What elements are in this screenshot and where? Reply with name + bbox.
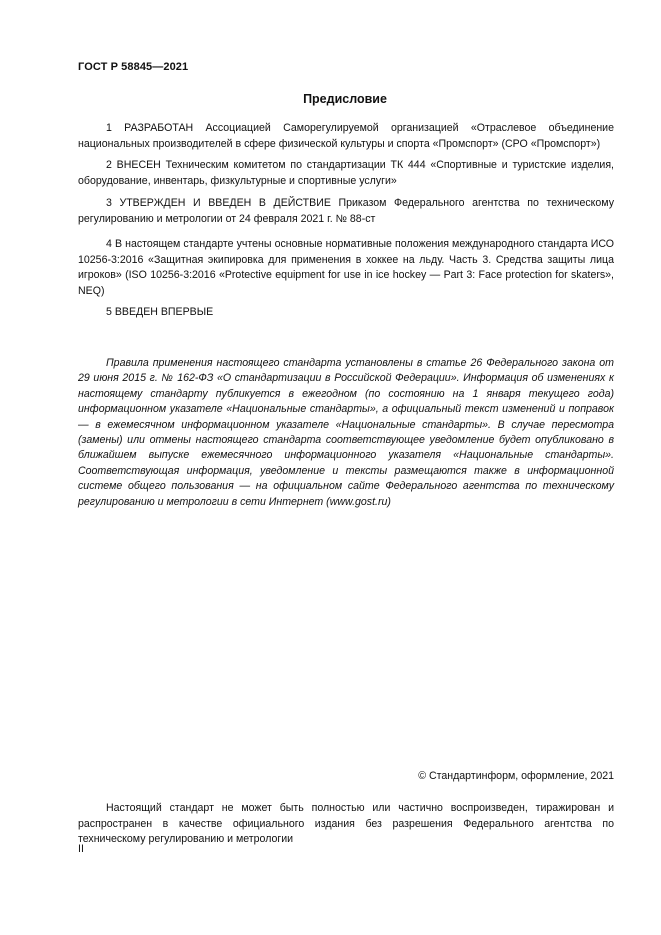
paragraph-developed-by: 1 РАЗРАБОТАН Ассоциацией Саморегулируемой организацией «Отраслевое объединение национальных производителей в сфере физической культуры и спорта «Промспорт» (СРО «Промспорт»): [78, 122, 614, 150]
paragraph-international-standard: 4 В настоящем стандарте учтены основные нормативные положения международного стандарта ИСО 10256-3:2016 «Защитная экипировка для применения в хоккее на льду. Часть 3. Средства защиты лица игроков» (ISO 10256-3:2016 «Protective equipment for use in ice hockey — Part 3: Face protection for skaters», NEQ): [78, 238, 614, 297]
standard-code-header: ГОСТ Р 58845—2021: [78, 61, 189, 73]
paragraph-approved: 3 УТВЕРЖДЕН И ВВЕДЕН В ДЕЙСТВИЕ Приказом Федерального агентства по техническому регулированию и метрологии от 24 февраля 2021 г. № 88-ст: [78, 197, 614, 225]
reproduction-restriction-text: Настоящий стандарт не может быть полностью или частично воспроизведен, тиражирован и распространен в качестве официального издания без разрешения Федерального агентства по техническому регулированию и метрологии: [78, 802, 614, 846]
application-rules-notice: Правила применения настоящего стандарта установлены в статье 26 Федерального закона от 29 июня 2015 г. № 162-ФЗ «О стандартизации в Российской Федерации». Информация об изменениях к настоящему стандарту публикуется в ежегодном (по состоянию на 1 января текущего года) информационном указателе «Национальные стандарты», а официальный текст изменений и поправок — в ежемесячном информационном указателе «Национальные стандарты». В случае пересмотра (замены) или отмены настоящего стандарта соответствующее уведомление будет опубликовано в ближайшем выпуске ежемесячного информационного указателя «Национальные стандарты». Соответствующая информация, уведомление и тексты размещаются также в информационной системе общего пользования — на официальном сайте Федерального агентства по техническому регулированию и метрологии в сети Интернет (www.gost.ru): [78, 357, 614, 508]
paragraph-first-introduced: 5 ВВЕДЕН ВПЕРВЫЕ: [106, 306, 214, 318]
page-title: Предисловие: [303, 92, 387, 106]
paragraph-introduced-by: 2 ВНЕСЕН Техническим комитетом по стандартизации ТК 444 «Спортивные и туристские изделия, оборудование, инвентарь, физкультурные и спортивные услуги»: [78, 159, 614, 187]
copyright-line: © Стандартинформ, оформление, 2021: [418, 770, 614, 782]
page-number: II: [78, 843, 84, 855]
